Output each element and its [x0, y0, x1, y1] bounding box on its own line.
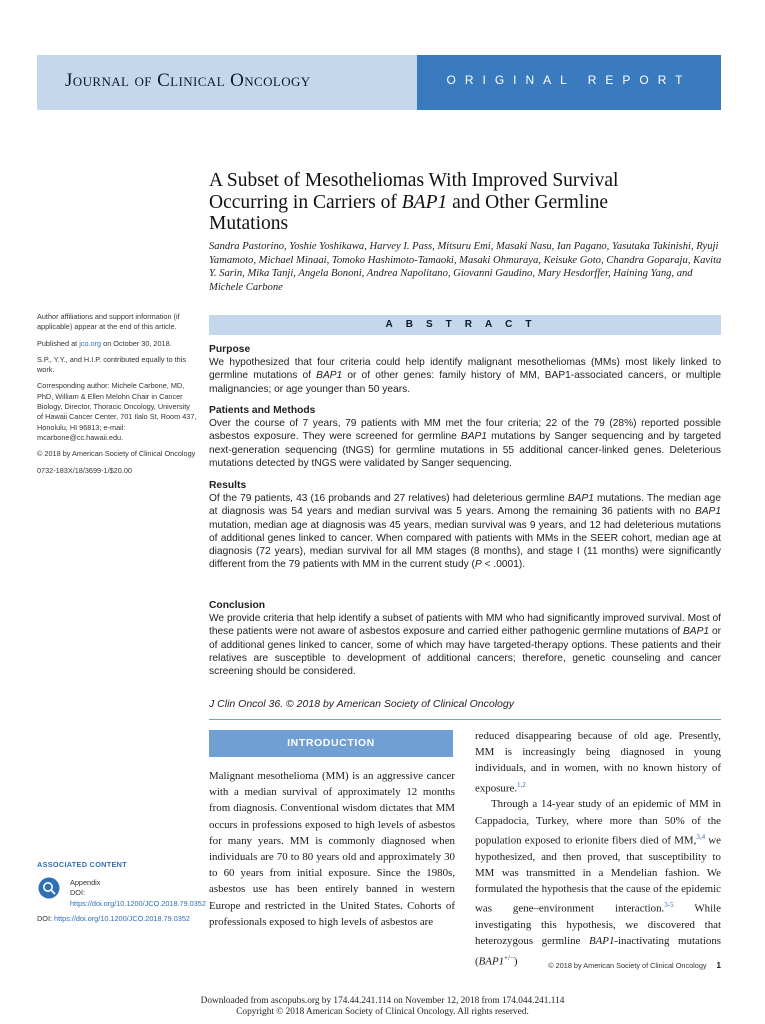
intro-p2-text: reduced disappearing because of old age. Presently, MM is increasingly being diagnosed in young individuals, and in women, with no known history of exposure. [475, 730, 721, 795]
issn-note: 0732-183X/18/3699-1/$20.00 [37, 465, 132, 475]
introduction-header [209, 730, 453, 757]
affiliations-note: Author affiliations and support information (if applicable) appear at the end of this article. [37, 312, 180, 332]
results-p-symbol: P [474, 559, 482, 571]
methods-text-a: Over the course of 7 years, 79 patients with MM met the four criteria; 22 of the 79 (28%) reported possible asbestos exposure. They were screened for germline [209, 418, 721, 443]
genotype-superscript: +/− [504, 953, 514, 962]
journal-citation: J Clin Oncol 36. © 2018 by American Society of Clinical Oncology [209, 698, 514, 710]
abstract-header [209, 315, 721, 335]
report-type: ORIGINAL REPORT [446, 73, 692, 87]
results-gene-1: BAP1 [567, 493, 594, 504]
intro-paragraph-3 [475, 796, 721, 969]
introduction-label: INTRODUCTION [287, 737, 375, 749]
reference-1-2[interactable]: 1,2 [517, 780, 526, 789]
associated-content-title: ASSOCIATED CONTENT [37, 860, 127, 869]
abstract-conclusion [209, 599, 721, 678]
journal-name: Journal of Clinical Oncology [65, 70, 311, 91]
conclusion-heading: Conclusion [209, 600, 266, 611]
methods-gene: BAP1 [460, 431, 487, 443]
purpose-heading: Purpose [209, 344, 251, 355]
journal-banner [37, 55, 721, 110]
download-line-2: Copyright © 2018 American Society of Clinical Oncology. All rights reserved. [236, 1007, 529, 1017]
article-title [209, 170, 679, 235]
intro-p3-text-a: Through a 14-year study of an epidemic of MM in Cappadocia, Turkey, where more than 50% of the population exposed to erionite fibers died of MM, [475, 798, 721, 847]
conclusion-text-a: We provide criteria that help identify a subset of patients with MM who had significantly improved survival. Most of these patients were not aware of asbestos exposure and carried either pathogenic germline mutations of [209, 613, 721, 638]
methods-heading: Patients and Methods [209, 405, 316, 416]
article-doi [37, 914, 197, 924]
conclusion-text-b: or of additional genes linked to cancer, some of which may have targeted-therapy options. These patients and their relatives are susceptible to development of additional cancers; therefore, genetic counseling and cancer screening should be considered. [209, 626, 722, 678]
corresponding-author: Corresponding author: Michele Carbone, MD, PhD, William & Ellen Melohn Chair in Cancer Biology, Director, Thoracic Oncology, University of Hawaii Cancer Center, 701 Ilalo St, Room 437, Honolulu, HI 96813; e-mail: mcarbone@cc.hawaii.edu. [37, 381, 197, 442]
intro-p3-text-c: While investigating this hypothesis, we discovered that heterozygous germline [475, 902, 721, 948]
magnifier-icon[interactable] [38, 877, 60, 899]
intro-p3-text-e: ) [513, 955, 518, 968]
results-heading: Results [209, 480, 247, 491]
title-gene: BAP1 [401, 191, 448, 213]
abstract-methods [209, 404, 721, 470]
published-suffix: on October 30, 2018. [101, 338, 172, 348]
download-line-1: Downloaded from ascopubs.org by 174.44.241.114 on November 12, 2018 from 174.044.241.114 [200, 996, 565, 1006]
page-number: 1 [716, 961, 721, 970]
results-text-b: mutations. The median age at diagnosis was 54 years and median survival was 5 years. Among the remaining 36 patients with no [209, 493, 721, 518]
footer-copyright: © 2018 by American Society of Clinical Oncology [548, 961, 707, 970]
copyright-note: © 2018 by American Society of Clinical Oncology [37, 449, 196, 459]
published-note [37, 339, 197, 349]
intro-p3-text-b: we hypothesized, and then proved, that susceptibility to MM was transmitted in a Mendelian fashion. We formulated the hypothesis that the cause of the epidemic was gene–environment interaction. [475, 834, 721, 915]
title-text-1: A Subset of Mesotheliomas With Improved Survival Occurring in Carriers of [209, 170, 619, 213]
intro-paragraph-1: Malignant mesothelioma (MM) is an aggressive cancer with a median survival of approximately 12 months from diagnosis. Conventional wisdom dictates that MM occurs in professions exposed to high levels of asbestos for many years. MM is commonly diagnosed when individuals are 70 to 80 years old and approximately 30 to 60 years from initial exposure. Since the 1980s, asbestos use has been entirely banned in western Europe and restricted in the United States. Cohorts of professionals exposed to high levels of asbestos are [209, 770, 455, 928]
author-list: Sandra Pastorino, Yoshie Yoshikawa, Harvey I. Pass, Mitsuru Emi, Masaki Nasu, Ian Pagano, Yasutaka Takinishi, Ryuji Yamamoto, Michael Minaai, Tomoko Hashimoto-Tamaoki, Masaki Ohmuraya, Keisuke Goto, Chandra Goparaju, Kavita Y. Sarin, Mika Tanji, Angela Bononi, Andrea Napolitano, Giovanni Gaudino, Mary Hesdorffer, Haining Yang, and Michele Carbone [209, 241, 722, 293]
conclusion-text [209, 612, 721, 678]
appendix-doi-prefix: DOI: [70, 888, 85, 898]
title-text-2: and Other Germline Mutations [209, 191, 609, 234]
equal-contribution-note: S.P., Y.Y., and H.I.P. contributed equally to this work. [37, 354, 187, 375]
intro-paragraph-2 [475, 728, 721, 796]
page-footer [548, 961, 721, 970]
article-info-sidebar [37, 312, 197, 482]
intro-gene-2: BAP1 [478, 955, 505, 968]
results-text-d: < .0001). [481, 559, 526, 571]
banner-left [37, 55, 417, 110]
purpose-text-a: We hypothesized that four criteria could help identify malignant mesotheliomas (MMs) most likely linked to germline mutations of [209, 357, 721, 382]
article-doi-link[interactable]: https://doi.org/10.1200/JCO.2018.79.0352 [54, 914, 190, 923]
intro-left-column [209, 768, 455, 930]
purpose-text-b: or of other genes: family history of MM, BAP1-associated cancers, or multiple malignancies; or age younger than 50 years. [209, 370, 721, 395]
jco-link[interactable]: jco.org [79, 338, 102, 348]
abstract-label: ABSTRACT [385, 319, 545, 330]
appendix-label: Appendix [70, 878, 101, 887]
download-notice [0, 996, 765, 1018]
banner-right [417, 55, 721, 110]
methods-text [209, 417, 721, 470]
section-divider [209, 719, 721, 720]
purpose-gene: BAP1 [316, 370, 343, 382]
conclusion-gene: BAP1 [683, 626, 710, 638]
results-text-c: mutation, median age at diagnosis was 45 years, median survival was 9 years, and 12 had deleterious mutations of additional genes linked to cancer. When compared with patients with MMs in the SEER cohort, median age at diagnosis (72 years), median survival for all MM stages (8 months), and stage I (11 months) were significantly different from the 79 patients with MM in the current study ( [209, 519, 721, 571]
abstract-results [209, 479, 721, 572]
methods-text-b: mutations by Sanger sequencing and by targeted next-generation sequencing (tNGS) for germline mutations in 55 additional cancer-linked genes. Deleterious mutations detected by tNGS were validated by Sanger sequencing. [209, 431, 721, 469]
results-gene-2: BAP1 [694, 506, 721, 518]
reference-3-5[interactable]: 3-5 [664, 901, 674, 910]
results-text-a: Of the 79 patients, 43 (16 probands and 27 relatives) had deleterious germline [209, 493, 568, 504]
published-prefix: Published at [37, 338, 80, 348]
results-text [209, 492, 721, 572]
appendix-doi-line [70, 888, 206, 909]
abstract-purpose [209, 343, 721, 396]
purpose-text [209, 356, 721, 396]
intro-gene: BAP1 [589, 935, 615, 948]
appendix-doi-link[interactable]: https://doi.org/10.1200/JCO.2018.79.0352 [70, 898, 206, 908]
doi-prefix: DOI: [37, 914, 55, 923]
appendix-entry [70, 878, 206, 909]
intro-p3-text-d: -inactivating mutations ( [475, 935, 722, 968]
intro-right-column [475, 728, 721, 969]
reference-3-4[interactable]: 3,4 [696, 832, 706, 841]
